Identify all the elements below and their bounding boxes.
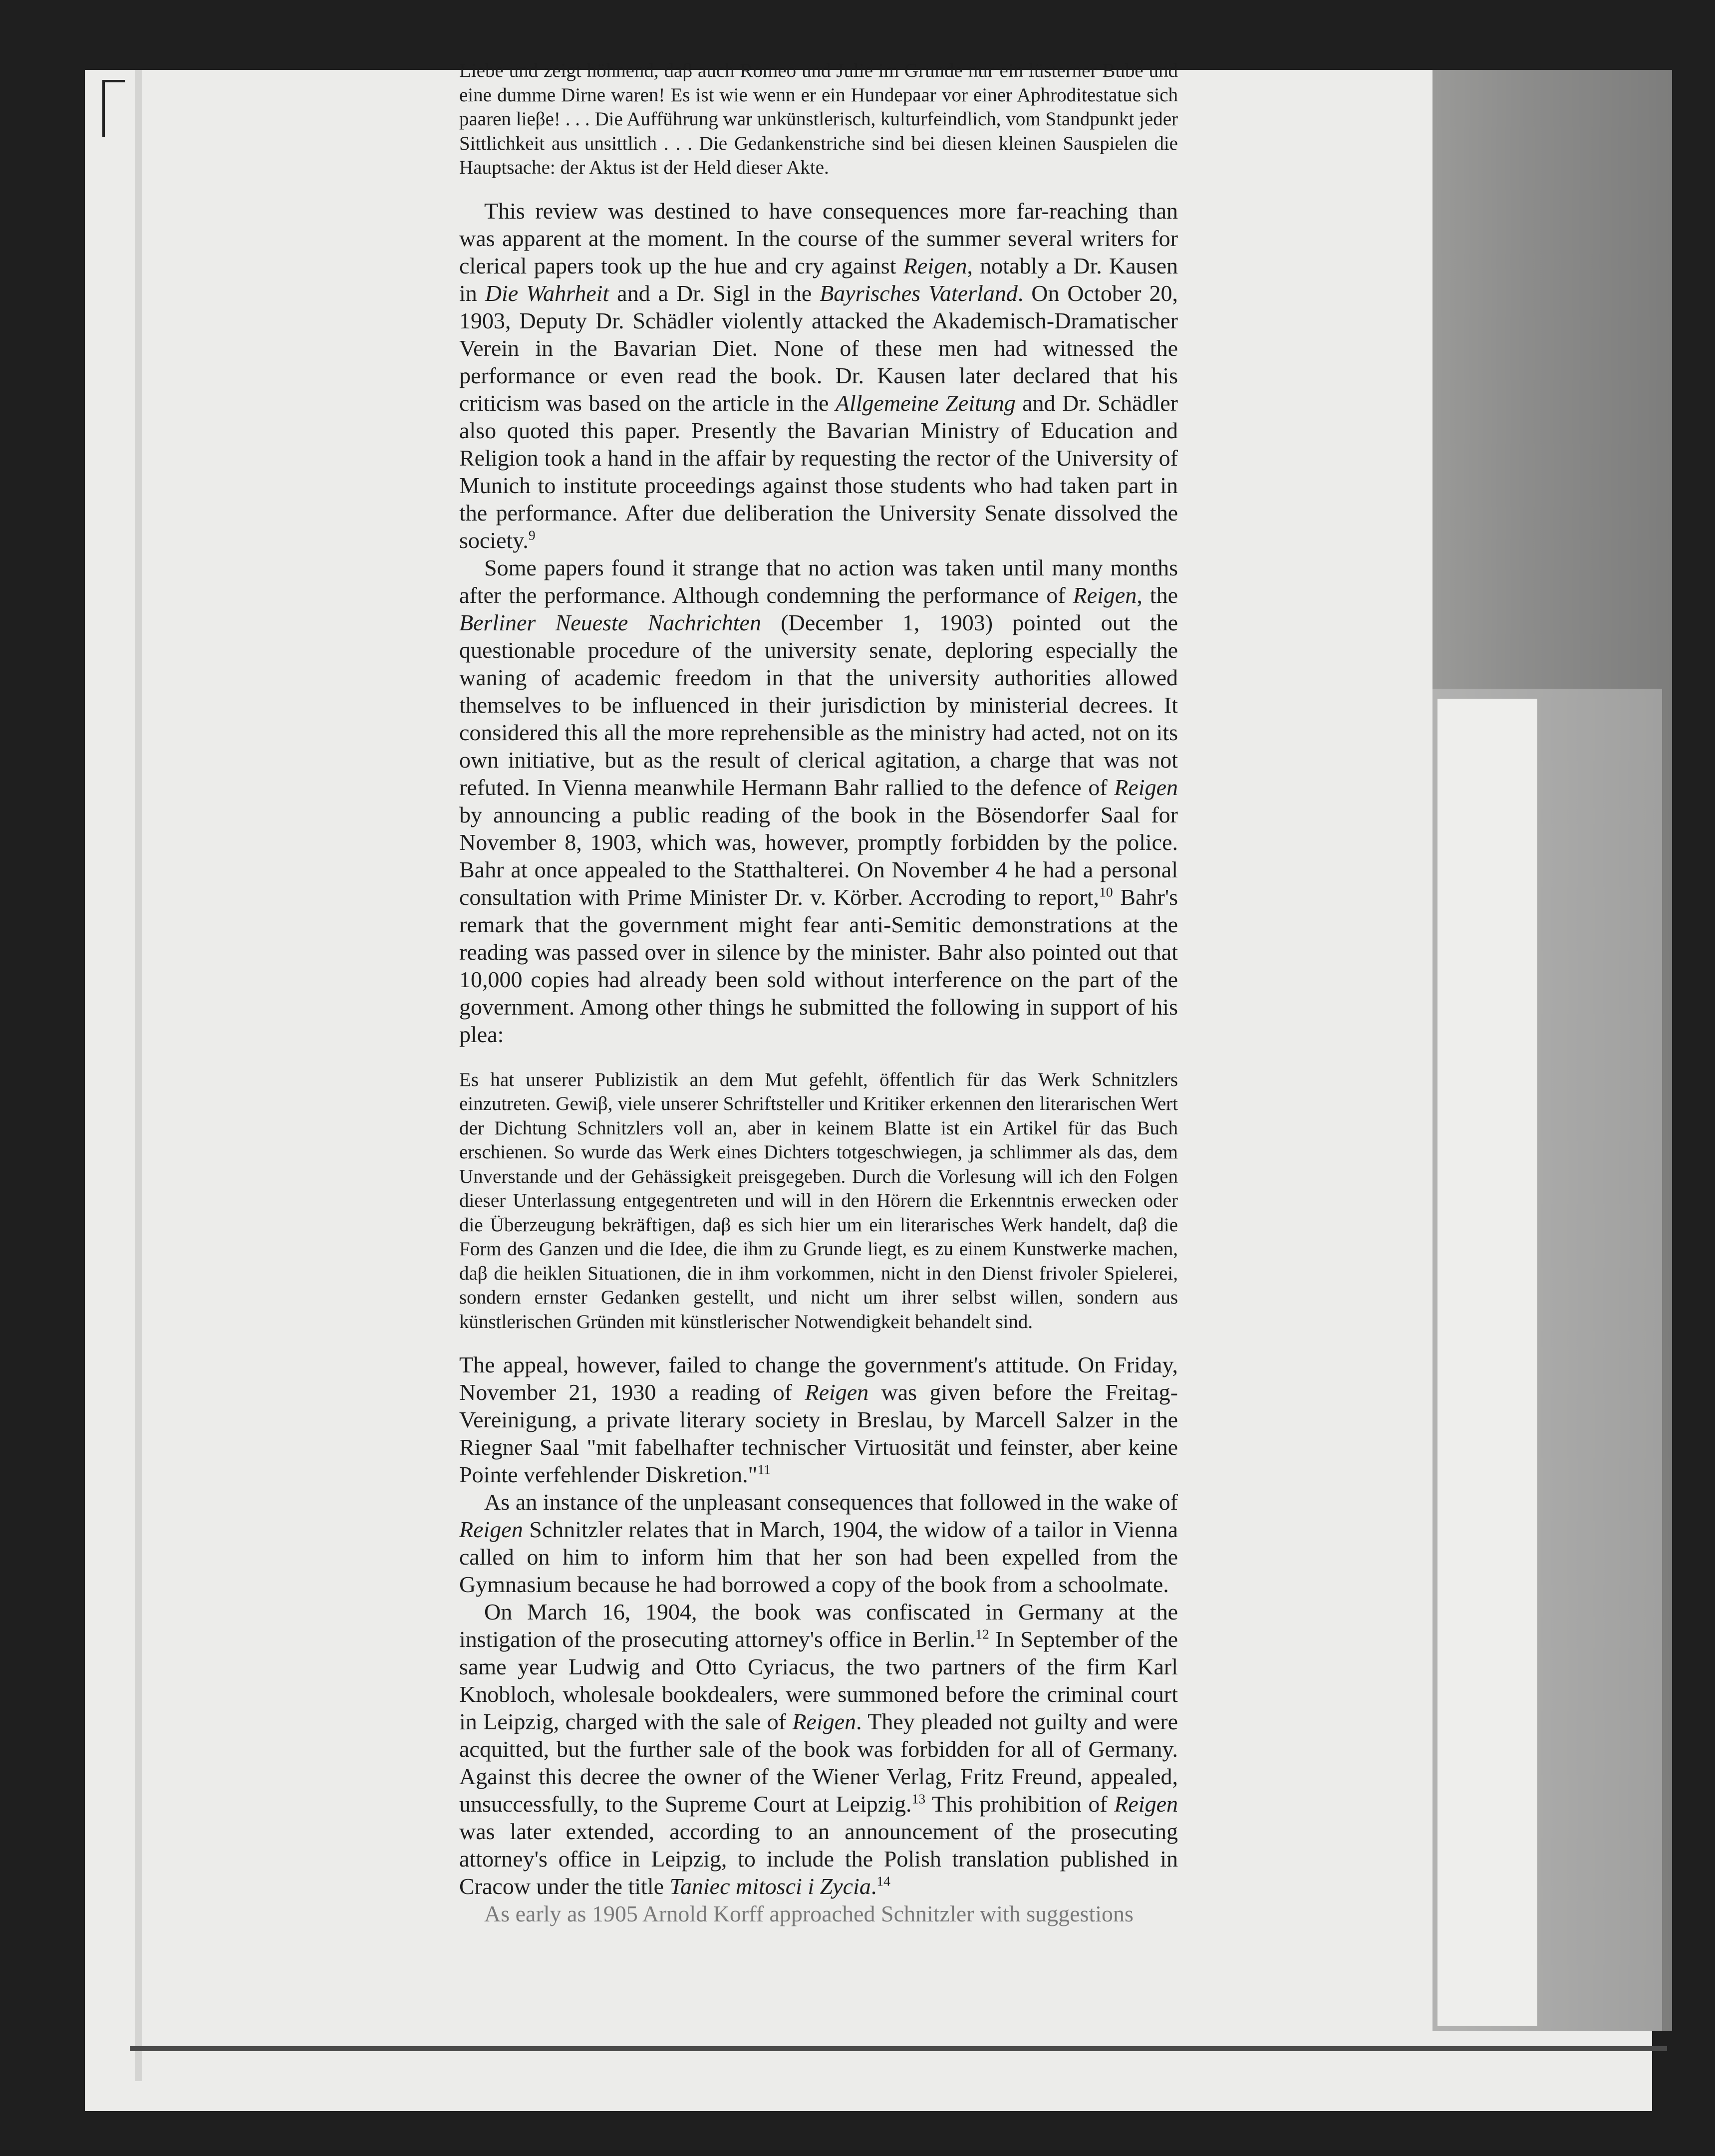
footnote-ref: 11 <box>757 1461 771 1477</box>
paragraph-2: Some papers found it strange that no action was taken until many months after the performance. Although condemning the performance of Reigen, the Berliner Neueste Nachrichten (December 1, 1903) pointed out the questionable procedure of the university senate, deploring especially the waning of academic freedom in that the university authorities allowed themselves to be influenced in their jurisdiction by ministerial decrees. It considered this all the more reprehensible as the ministry had acted, not on its own initiative, but as the result of clerical agitation, a charge that was not refuted. In Vienna meanwhile Hermann Bahr rallied to the defence of Reigen by announcing a public reading of the book in the Bösendorfer Saal for November 8, 1903, which was, however, promptly forbidden by the police. Bahr at once appealed to the Statthalterei. On November 4 he had a personal consultation with Prime Minister Dr. v. Körber. Accroding to report,$^{10}$ Bahr's remark that the government might fear anti-Semitic demonstrations at the reading was passed over in silence by the minister. Bahr also pointed out that 10,000 copies had already been sold without interference on the part of the government. Among other things he submitted the following in support of his plea: <box>459 554 1178 1047</box>
footnote-ref: 12 <box>975 1626 989 1642</box>
bottom-edge <box>130 2046 1667 2051</box>
page-body <box>459 59 1178 1927</box>
crop-mark-icon <box>102 80 125 137</box>
left-fold-line <box>135 70 142 2081</box>
footnote-ref: 13 <box>911 1791 926 1807</box>
footnote-ref: 9 <box>528 527 536 543</box>
footnote-ref: 14 <box>876 1873 890 1889</box>
paragraph-4: As an instance of the unpleasant consequences that followed in the wake of Reigen Schnitzler relates that in March, 1904, the widow of a tailor in Vienna called on him to inform him that her son had been expelled from the Gymnasium because he had borrowed a copy of the book from a schoolmate. <box>459 1489 1178 1597</box>
paragraph-5: On March 16, 1904, the book was confiscated in Germany at the instigation of the prosecuting attorney's office in Berlin.$^{12}$ In September of the same year Ludwig and Otto Cyriacus, the two partners of the firm Karl Knobloch, wholesale bookdealers, were summoned before the criminal court in Leipzig, charged with the sale of Reigen. They pleaded not guilty and were acquitted, but the further sale of the book was forbidden for all of Germany. Against this decree the owner of the Wiener Verlag, Fritz Freund, appealed, unsuccessfully, to the Supreme Court at Leipzig.$^{13}$ This prohibition of Reigen was later extended, according to an announcement of the prosecuting attorney's office in Leipzig, to include the Polish translation published in Cracow under the title Taniec mitosci i Zycia.$^{14}$ <box>459 1599 1178 1899</box>
quote-opening: Liebe und zeigt höhnend, daβ auch Romeo und Julie im Grunde nur ein lüsterner Bube und eine dumme Dirne waren! Es ist wie wenn er ein Hundepaar vor einer Aphroditestatue sich paaren lieβe! . . . Die Aufführung war unkünstlerisch, kulturfeindlich, vom Standpunkt jeder Sittlichkeit aus unsittlich . . . Die Gedankenstriche sind bei diesen kleinen Sauspielen die Hauptsache: der Aktus ist der Held dieser Akte. <box>459 60 1178 178</box>
paragraph-3: The appeal, however, failed to change the government's attitude. On Friday, November 21, 1930 a reading of Reigen was given before the Freitag-Vereinigung, a private literary society in Breslau, by Marcell Salzer in the Riegner Saal "mit fabelhafter technischer Virtuosität und feinster, aber keine Pointe verfehlender Diskretion."$^{11}$ <box>459 1352 1178 1487</box>
footnote-ref: 10 <box>1099 884 1113 900</box>
paragraph-1: This review was destined to have consequences more far-reaching than was apparent at the moment. In the course of the summer several writers for clerical papers took up the hue and cry against Reigen, notably a Dr. Kausen in Die Wahrheit and a Dr. Sigl in the Bayrisches Vaterland. On October 20, 1903, Deputy Dr. Schädler violently attacked the Akademisch-Dramatischer Verein in the Bavarian Diet. None of these men had witnessed the performance or even read the book. Dr. Kausen later declared that his criticism was based on the article in the Allgemeine Zeitung and Dr. Schädler also quoted this paper. Presently the Bavarian Ministry of Education and Religion took a hand in the affair by requesting the rector of the University of Munich to institute proceedings against those students who had taken part in the performance. After due deliberation the University Senate dissolved the society.$^9$ <box>459 198 1178 553</box>
paper-strip <box>1437 699 1537 2026</box>
paragraph-6-partial: As early as 1905 Arnold Korff approached Schnitzler with suggestions <box>484 1901 1134 1926</box>
block-quote-bahr: Es hat unserer Publizistik an dem Mut gefehlt, öffentlich für das Werk Schnitzlers einzutreten. Gewiβ, viele unserer Schriftsteller und Kritiker erkennen den literarischen Wert der Dichtung Schnitzlers voll an, aber in keinem Blatte ist ein Artikel für das Buch erschienen. So wurde das Werk eines Dichters totgeschwiegen, ja schlimmer als das, dem Unverstande und der Gehässigkeit preisgegeben. Durch die Vorlesung will ich den Folgen dieser Unterlassung entgegentreten und will in den Hörern die Erkenntnis erwecken oder die Überzeugung bekräftigen, daβ es sich hier um ein literarisches Werk handelt, daβ die Form des Ganzen und die Idee, die ihm zu Grunde liegt, es zu einem Kunstwerke machen, daβ die heiklen Situationen, die in ihm vorkommen, nicht in den Dienst frivoler Spielerei, sondern ernster Gedanken gestellt, und nicht um ihrer selbst willen, sondern aus künstlerischen Gründen mit künstlerischer Notwendigkeit behandelt sind. <box>459 1069 1178 1333</box>
